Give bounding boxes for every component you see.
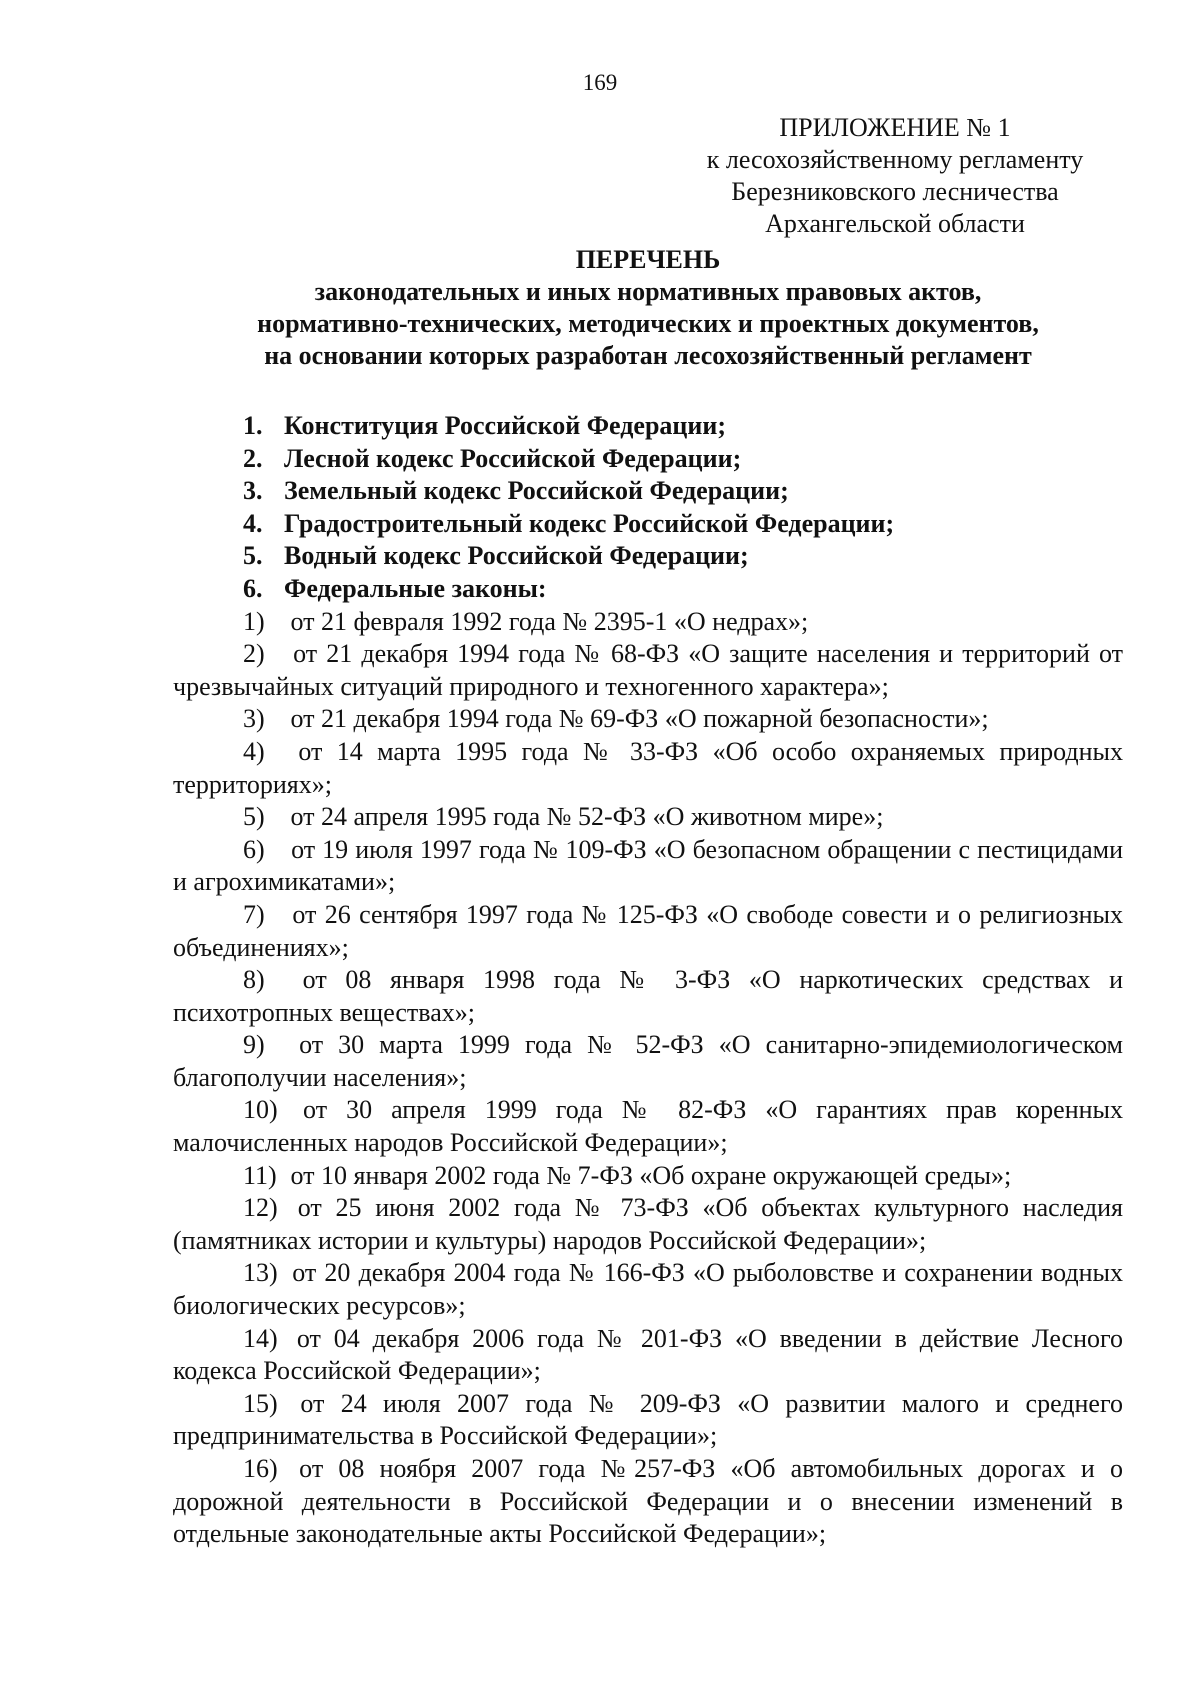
law-number: 4) [243, 736, 265, 766]
law-item [173, 1160, 1123, 1193]
law-text: от 24 апреля 1995 года № 52-ФЗ «О животном мире»; [290, 802, 884, 832]
appendix-title: ПРИЛОЖЕНИЕ № 1 [779, 113, 1011, 142]
law-item [173, 736, 1123, 801]
law-text: от 04 декабря 2006 года № 201-ФЗ «О введении в действие Лесного кодекса Российской Федерации»; [173, 1323, 1123, 1386]
law-item [173, 899, 1123, 964]
list-item [173, 443, 1123, 476]
list-item [173, 540, 1123, 573]
law-item [173, 1094, 1123, 1159]
item-number: 5. [243, 541, 263, 571]
law-item [173, 834, 1123, 899]
law-item [173, 606, 1123, 639]
law-item [173, 703, 1123, 736]
item-number: 1. [243, 411, 263, 440]
title-main: ПЕРЕЧЕНЬ [575, 245, 721, 274]
law-item [173, 1388, 1123, 1453]
law-number: 13) [243, 1258, 278, 1288]
law-item [173, 1323, 1123, 1388]
list-item [173, 508, 1123, 541]
item-number: 4. [243, 508, 263, 538]
law-text: от 30 марта 1999 года № 52-ФЗ «О санитарно-эпидемиологическом благополучии населения»; [173, 1030, 1124, 1092]
document-title [173, 244, 1123, 372]
title-subline: законодательных и иных нормативных правовых актов, [314, 277, 982, 306]
item-text: Конституция Российской Федерации; [284, 411, 726, 440]
law-text: от 25 июня 2002 года № 73-ФЗ «Об объектах культурного наследия (памятниках истории и культуры) народов Российской Федерации»; [173, 1193, 1124, 1255]
appendix-header [690, 112, 1100, 240]
appendix-line: Архангельской области [765, 209, 1025, 238]
law-number: 16) [243, 1454, 278, 1483]
page-number: 169 [582, 70, 618, 95]
law-number: 14) [243, 1323, 278, 1353]
law-item [173, 801, 1123, 834]
law-text: от 30 апреля 1999 года № 82-ФЗ «О гарантиях прав коренных малочисленных народов Российской Федерации»; [173, 1095, 1123, 1158]
law-number: 8) [243, 965, 265, 995]
law-text: от 21 декабря 1994 года № 68-ФЗ «О защите населения и территорий от чрезвычайных ситуаций природного и техногенного характера»; [173, 639, 1123, 701]
item-number: 2. [243, 443, 263, 473]
law-text: от 10 января 2002 года № 7-ФЗ «Об охране окружающей среды»; [290, 1160, 1012, 1190]
law-text: от 19 июля 1997 года № 109-ФЗ «О безопасном обращении с пестицидами и агрохимикатами»; [173, 834, 1123, 897]
law-number: 7) [243, 899, 265, 929]
item-text: Федеральные законы: [284, 573, 547, 603]
law-text: от 26 сентября 1997 года № 125-ФЗ «О свободе совести и о религиозных объединениях»; [173, 899, 1123, 962]
item-text: Водный кодекс Российской Федерации; [284, 541, 749, 571]
item-number: 6. [243, 573, 263, 603]
list-item [173, 475, 1123, 508]
title-subline: на основании которых разработан лесохозяйственный регламент [264, 341, 1032, 370]
law-text: от 24 июля 2007 года № 209-ФЗ «О развитии малого и среднего предпринимательства в Российской Федерации»; [173, 1388, 1123, 1451]
law-number: 15) [243, 1388, 278, 1418]
law-item [173, 1029, 1123, 1094]
law-item [173, 638, 1123, 703]
item-number: 3. [243, 476, 263, 506]
law-text: от 21 февраля 1992 года № 2395-1 «О недрах»; [290, 606, 809, 636]
law-item [173, 1192, 1123, 1257]
law-text: от 20 декабря 2004 года № 166-ФЗ «О рыболовстве и сохранении водных биологических ресурсов»; [173, 1258, 1124, 1321]
law-number: 2) [243, 639, 265, 669]
law-item [173, 1453, 1123, 1551]
list-item [173, 573, 1123, 606]
item-text: Лесной кодекс Российской Федерации; [284, 443, 742, 473]
list-item [173, 410, 1123, 443]
law-item [173, 1257, 1123, 1322]
item-text: Земельный кодекс Российской Федерации; [284, 476, 789, 506]
law-number: 10) [243, 1095, 278, 1125]
document-list [173, 410, 1123, 1551]
law-text: от 08 января 1998 года № 3-ФЗ «О наркотических средствах и психотропных веществах»; [173, 965, 1123, 1027]
law-number: 5) [243, 802, 265, 832]
title-subline: нормативно-технических, методических и проектных документов, [257, 309, 1039, 338]
law-number: 9) [243, 1030, 265, 1060]
law-number: 6) [243, 834, 265, 864]
law-text: от 21 декабря 1994 года № 69-ФЗ «О пожарной безопасности»; [290, 704, 989, 734]
law-number: 12) [243, 1193, 278, 1223]
law-number: 11) [243, 1160, 277, 1190]
item-text: Градостроительный кодекс Российской Федерации; [284, 508, 895, 538]
law-text: от 08 ноября 2007 года №257-ФЗ «Об автомобильных дорогах и о дорожной деятельности в Российской Федерации и о внесении изменений в отдельные законодательные акты Российской Федерации»; [173, 1454, 1123, 1549]
appendix-line: к лесохозяйственному регламенту [706, 145, 1084, 174]
law-number: 1) [243, 606, 265, 636]
law-number: 3) [243, 704, 265, 734]
law-text: от 14 марта 1995 года № 33-ФЗ «Об особо охраняемых природных территориях»; [173, 736, 1124, 799]
law-item [173, 964, 1123, 1029]
appendix-line: Березниковского лесничества [731, 177, 1059, 206]
